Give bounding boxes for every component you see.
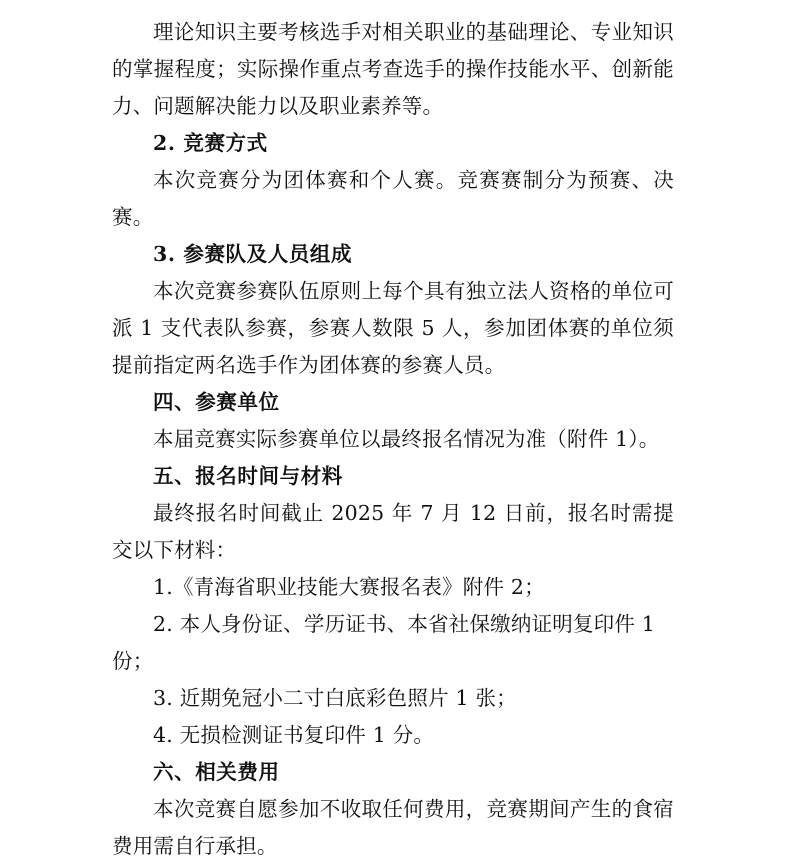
heading-team-composition: 3. 参赛队及人员组成 [153,242,353,266]
heading-section-six-fees: 六、相关费用 [153,760,280,784]
heading-section-five-registration: 五、报名时间与材料 [153,464,343,488]
list-item-ndt-certificate: 4. 无损检测证书复印件 1 分。 [153,723,435,747]
paragraph-participating-units: 本届竞赛实际参赛单位以最终报名情况为准（附件 1）。 [153,427,660,451]
paragraph-competition-format: 本次竞赛分为团体赛和个人赛。竞赛赛制分为预赛、决赛。 [112,168,674,229]
heading-section-four-units: 四、参赛单位 [153,390,280,414]
list-item-registration-form: 1.《青海省职业技能大赛报名表》附件 2； [153,575,545,599]
paragraph-team-composition: 本次竞赛参赛队伍原则上每个具有独立法人资格的单位可派 1 支代表队参赛，参赛人数限 5 人，参加团体赛的单位须提前指定两名选手作为团体赛的参赛人员。 [112,279,674,377]
list-item-photo: 3. 近期免冠小二寸白底彩色照片 1 张； [153,686,517,710]
heading-competition-format: 2. 竞赛方式 [153,131,268,155]
paragraph-theory-assessment: 理论知识主要考核选手对相关职业的基础理论、专业知识的掌握程度；实际操作重点考查选手的操作技能水平、创新能力、问题解决能力以及职业素养等。 [112,20,674,118]
paragraph-registration-deadline: 最终报名时间截止 2025 年 7 月 12 日前，报名时需提交以下材料： [112,501,674,562]
paragraph-fees: 本次竞赛自愿参加不收取任何费用，竞赛期间产生的食宿费用需自行承担。 [112,797,674,858]
list-item-identity-documents: 2. 本人身份证、学历证书、本省社保缴纳证明复印件 1 份； [112,612,656,673]
